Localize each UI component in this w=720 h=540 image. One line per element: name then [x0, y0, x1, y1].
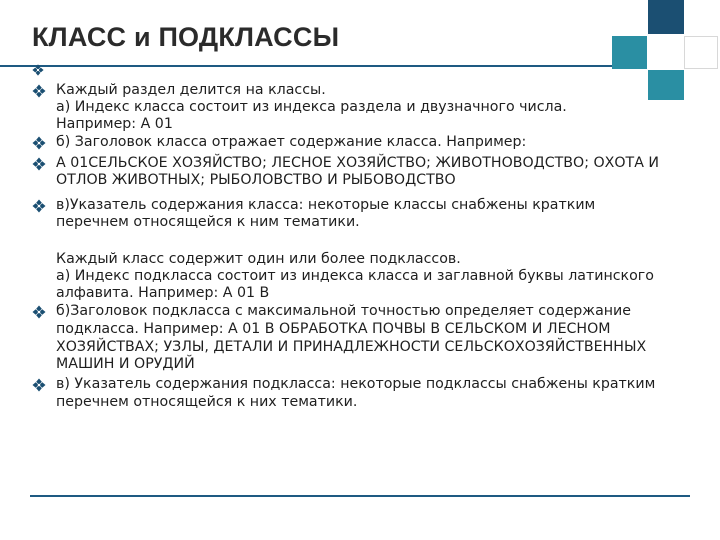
footer-rule [30, 495, 690, 497]
body-line: Каждый раздел делится на классы. [56, 82, 326, 98]
body-line: а) Индекс подкласса состоит из индекса класса и заглавной буквы латинского [56, 268, 654, 284]
body-line: ОТЛОВ ЖИВОТНЫХ; РЫБОЛОВСТВО И РЫБОВОДСТВО [56, 172, 456, 188]
diamond-clover-bullet-icon [32, 84, 46, 98]
body-line: а) Индекс класса состоит из индекса раздела и двузначного числа. [56, 99, 567, 115]
body-line: б)Заголовок подкласса с максимальной точностью определяет содержание [56, 303, 632, 319]
body-line: алфавита. Например: А 01 В [56, 285, 270, 301]
body-line: МАШИН И ОРУДИЙ [56, 356, 195, 372]
body-line: в) Указатель содержания подкласса: некоторые подклассы снабжены кратким [56, 376, 656, 392]
body-line: подкласса. Например: А 01 В ОБРАБОТКА ПОЧВЫ В СЕЛЬСКОМ И ЛЕСНОМ [56, 321, 611, 337]
decor-square-teal-left [612, 36, 647, 69]
diamond-clover-bullet-icon [32, 64, 44, 76]
decor-square-dark [648, 0, 684, 34]
decor-square-teal-bottom [648, 70, 684, 100]
body-line: в)Указатель содержания класса: некоторые классы снабжены кратким [56, 197, 596, 213]
title-underline [0, 65, 612, 67]
body-line: ХОЗЯЙСТВАХ; УЗЛЫ, ДЕТАЛИ И ПРИНАДЛЕЖНОСТИ СЕЛЬСКОХОЗЯЙСТВЕННЫХ [56, 339, 647, 355]
body-line: Например: А 01 [56, 116, 173, 132]
body-line: Каждый класс содержит один или более подклассов. [56, 251, 461, 267]
body-line: перечнем относящейся к ним тематики. [56, 214, 360, 230]
diamond-clover-bullet-icon [32, 199, 46, 213]
diamond-clover-bullet-icon [32, 378, 46, 392]
body-line: перечнем относящейся к них тематики. [56, 394, 358, 410]
body-line: б) Заголовок класса отражает содержание класса. Например: [56, 134, 527, 150]
decor-square-outline [684, 36, 718, 69]
diamond-clover-bullet-icon [32, 136, 46, 150]
diamond-clover-bullet-icon [32, 305, 46, 319]
slide-title: КЛАСС и ПОДКЛАССЫ [32, 22, 340, 52]
body-line: А 01СЕЛЬСКОЕ ХОЗЯЙСТВО; ЛЕСНОЕ ХОЗЯЙСТВО; ЖИВОТНОВОДСТВО; ОХОТА И [56, 155, 660, 171]
diamond-clover-bullet-icon [32, 157, 46, 171]
